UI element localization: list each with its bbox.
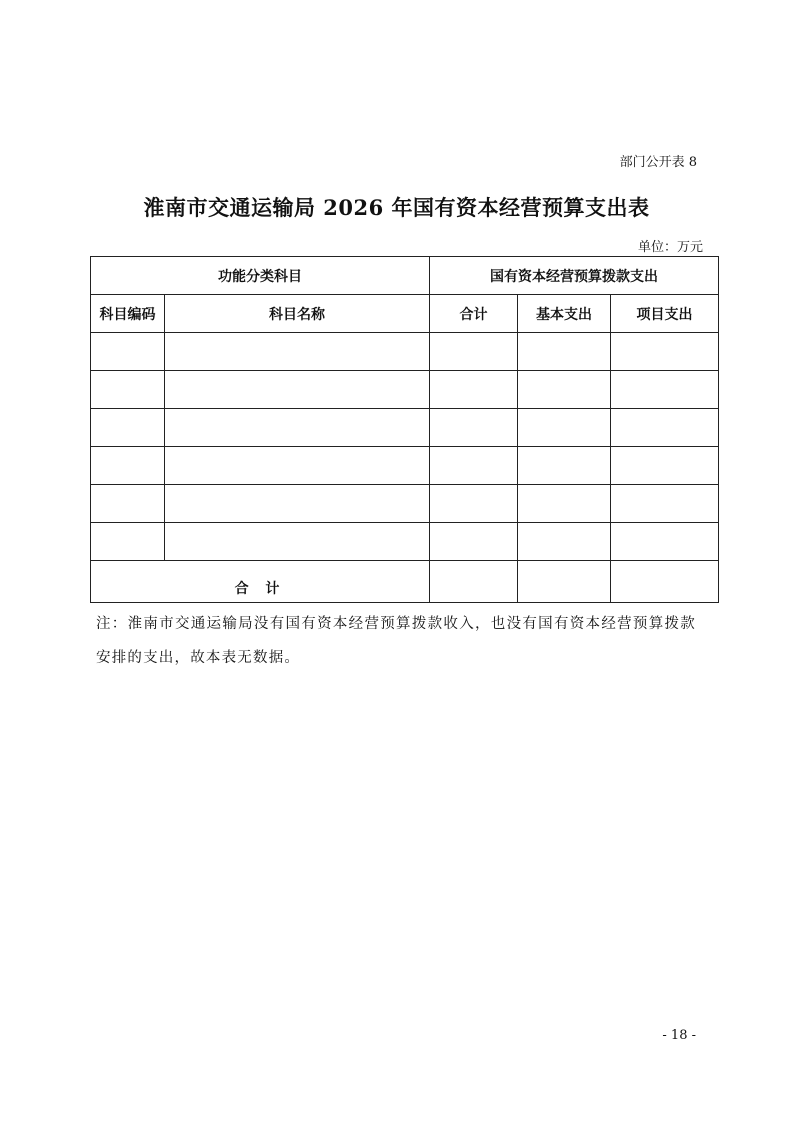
document-title: 淮南市交通运输局 2026 年国有资本经营预算支出表 xyxy=(143,195,650,220)
table-total-row xyxy=(91,561,719,603)
table-cell xyxy=(611,447,719,485)
table-cell xyxy=(611,409,719,447)
table-cell xyxy=(165,371,430,409)
table-header-row-2 xyxy=(91,295,719,333)
budget-table xyxy=(90,256,719,603)
table-row xyxy=(91,409,719,447)
table-cell xyxy=(518,333,611,371)
table-row xyxy=(91,371,719,409)
table-cell xyxy=(165,485,430,523)
table-cell xyxy=(518,409,611,447)
table-cell xyxy=(518,371,611,409)
table-cell xyxy=(165,447,430,485)
table-cell xyxy=(611,485,719,523)
page-label: 部门公开表 8 xyxy=(619,155,697,170)
table-cell xyxy=(611,561,719,603)
header-functional-category: 功能分类科目 xyxy=(91,257,430,295)
table-cell xyxy=(91,409,165,447)
header-basic-expenditure: 基本支出 xyxy=(518,295,611,333)
table-cell xyxy=(91,447,165,485)
table-cell xyxy=(611,333,719,371)
table-cell xyxy=(430,333,518,371)
table-cell xyxy=(430,523,518,561)
page-number: - 18 - xyxy=(662,1028,696,1043)
table-cell xyxy=(518,523,611,561)
table-cell xyxy=(518,447,611,485)
table-cell xyxy=(91,333,165,371)
table-cell xyxy=(91,371,165,409)
header-total: 合计 xyxy=(430,295,518,333)
footnote: 注：淮南市交通运输局没有国有资本经营预算拨款收入，也没有国有资本经营预算拨款安排的支出，故本表无数据。 xyxy=(96,616,696,666)
table-row xyxy=(91,447,719,485)
table-cell xyxy=(165,523,430,561)
unit-label: 单位：万元 xyxy=(637,240,703,255)
total-label: 合 计 xyxy=(91,561,430,603)
table-cell xyxy=(430,371,518,409)
table-row xyxy=(91,523,719,561)
table-cell xyxy=(430,485,518,523)
table-cell xyxy=(165,333,430,371)
header-subject-code: 科目编码 xyxy=(91,295,165,333)
table-row xyxy=(91,485,719,523)
table-cell xyxy=(518,485,611,523)
table-cell xyxy=(165,409,430,447)
header-project-expenditure: 项目支出 xyxy=(611,295,719,333)
table-cell xyxy=(430,447,518,485)
header-state-capital-expenditure: 国有资本经营预算拨款支出 xyxy=(430,257,719,295)
table-cell xyxy=(430,409,518,447)
header-subject-name: 科目名称 xyxy=(165,295,430,333)
table-cell xyxy=(518,561,611,603)
table-header-row-1 xyxy=(91,257,719,295)
table-row xyxy=(91,333,719,371)
table-cell xyxy=(430,561,518,603)
table-cell xyxy=(91,523,165,561)
table-cell xyxy=(611,371,719,409)
table-cell xyxy=(611,523,719,561)
table-cell xyxy=(91,485,165,523)
